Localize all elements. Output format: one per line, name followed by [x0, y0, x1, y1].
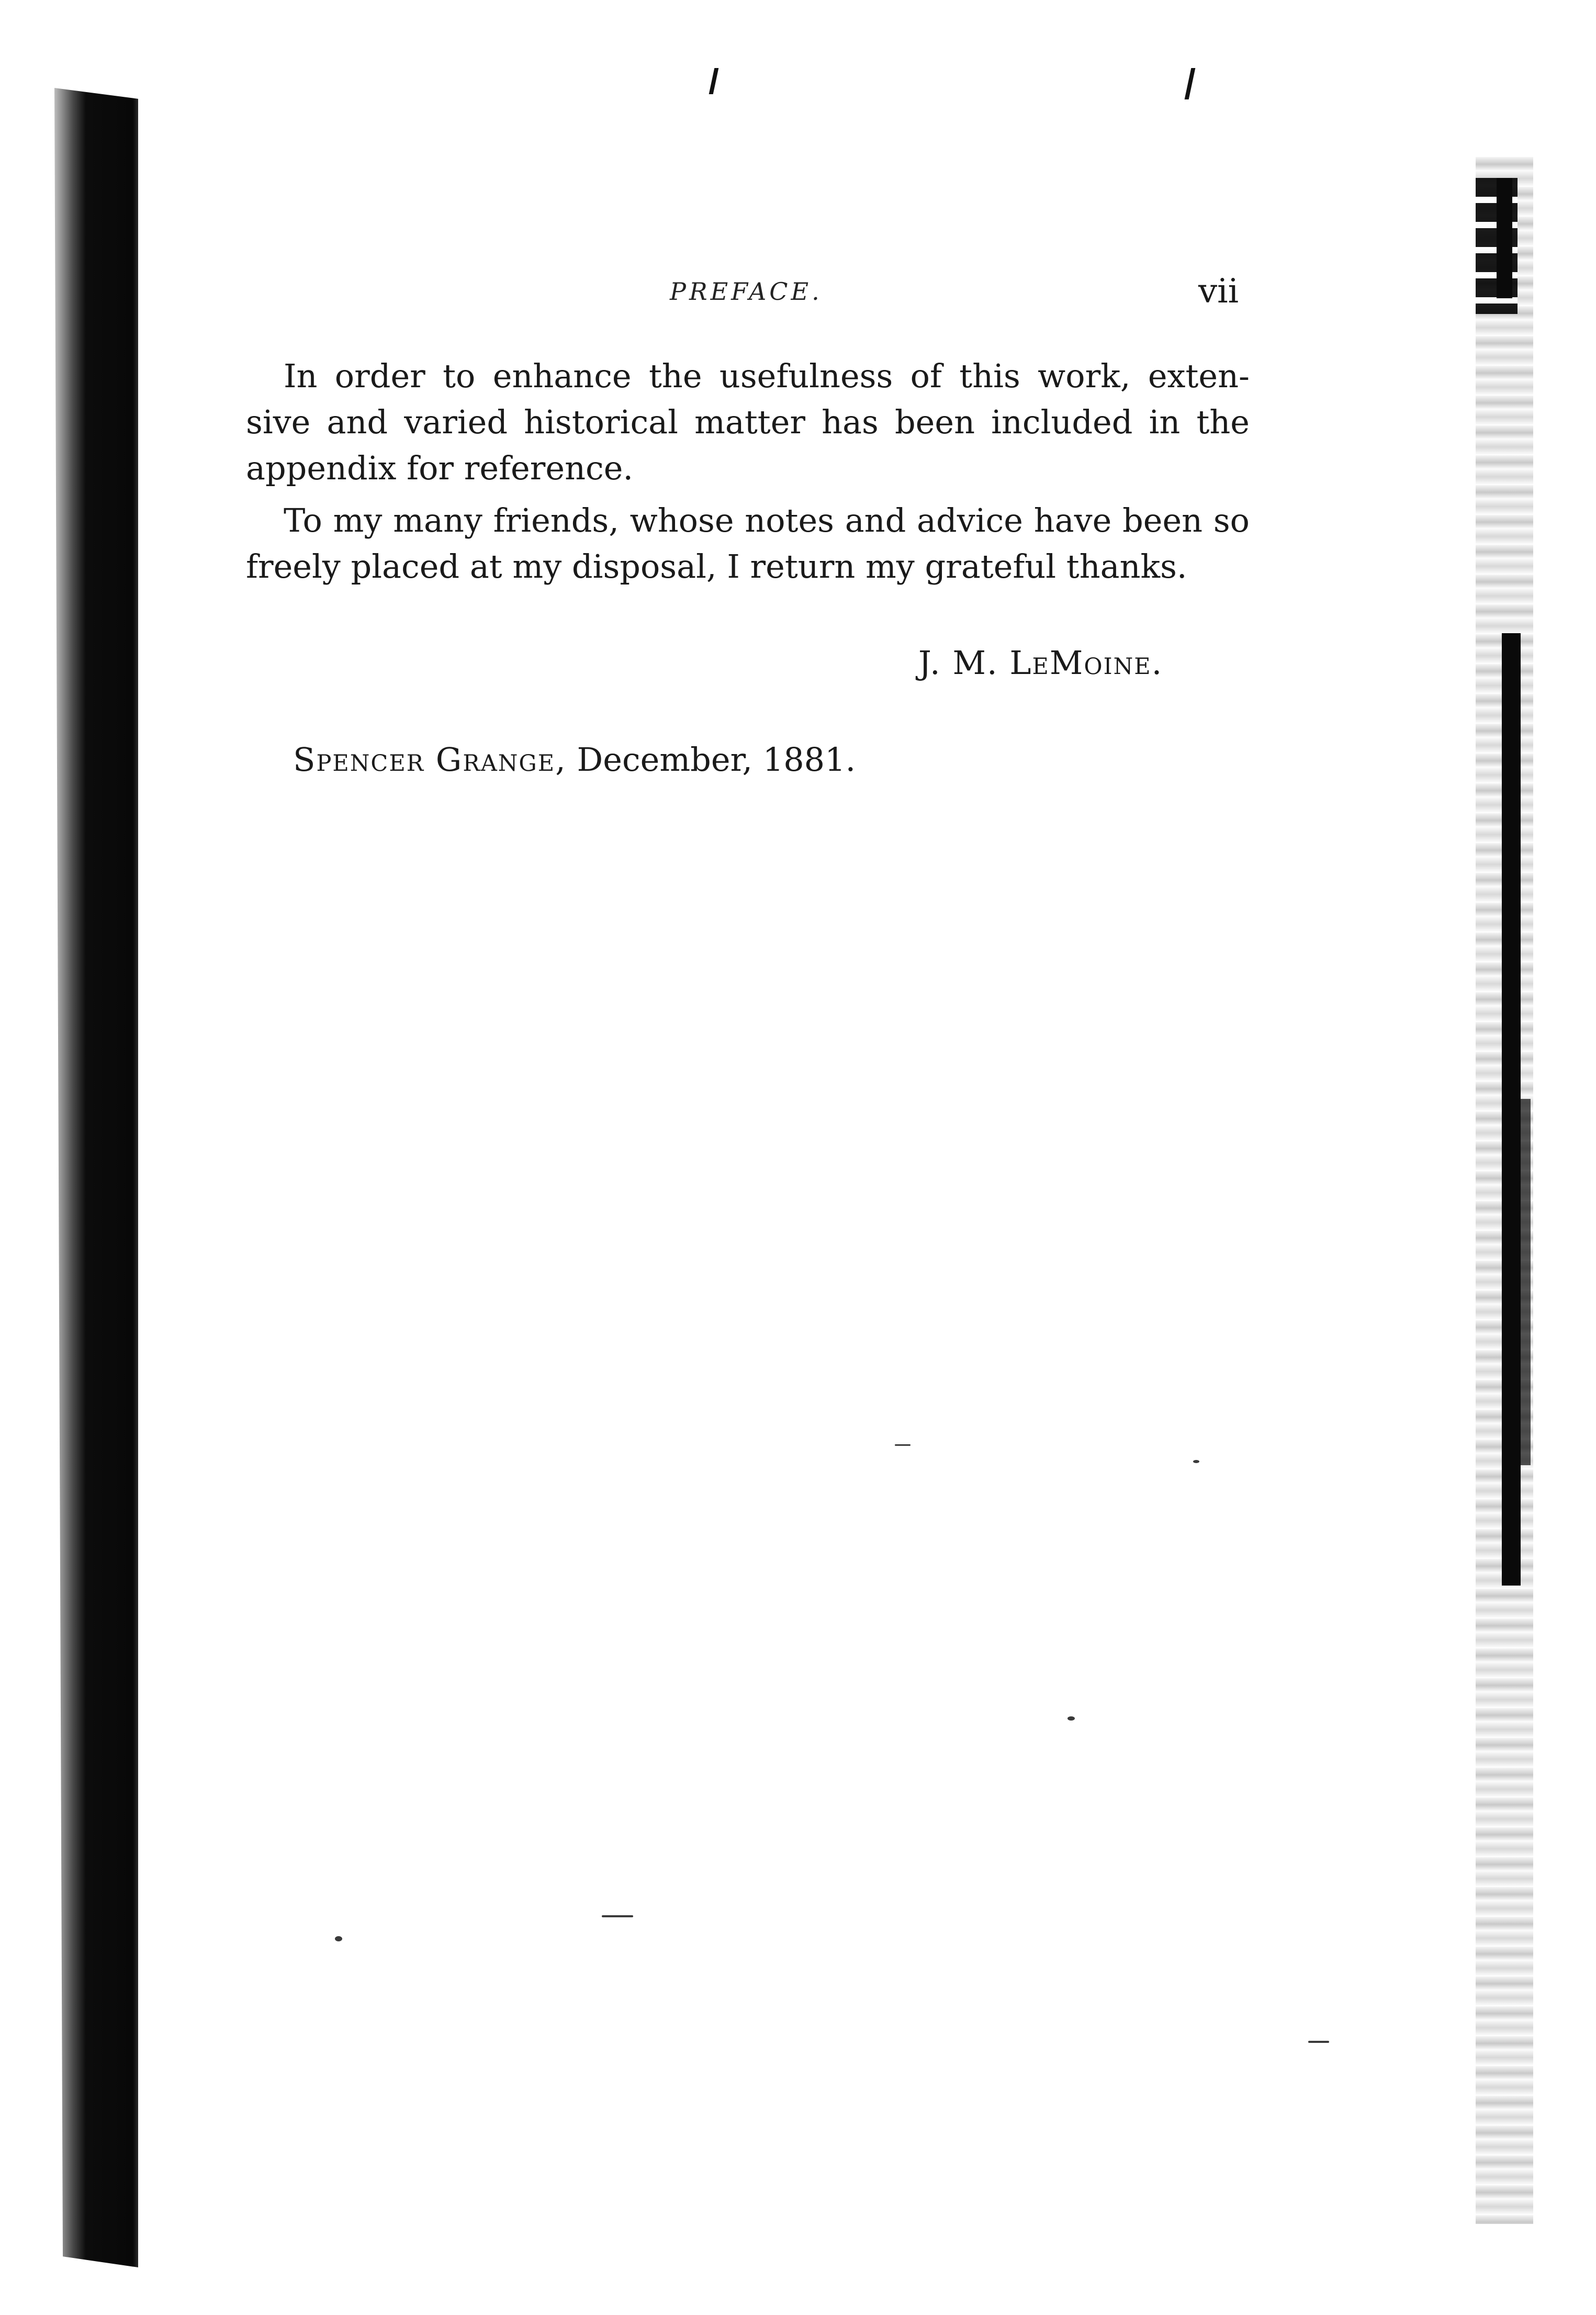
running-head: PREFACE. [670, 277, 823, 306]
page-number: vii [1198, 272, 1239, 311]
ink-speck [1193, 1460, 1199, 1463]
ink-speck [1308, 2041, 1329, 2043]
page-binding-shadow [54, 88, 138, 2267]
page-edge-mark [1507, 1099, 1531, 1465]
dateline [293, 740, 856, 779]
preface-body [246, 353, 1250, 596]
ink-mark [1185, 68, 1196, 99]
paragraph: To my many friends, whose notes and advice have been so freely placed at my disposal, I return my grateful thanks. [246, 501, 1250, 586]
ink-speck [602, 1915, 633, 1917]
page-edge-mark [1497, 178, 1512, 298]
ink-speck [895, 1444, 911, 1446]
ink-speck [335, 1936, 342, 1941]
ink-mark [709, 68, 719, 94]
dateline-date: December, 1881. [577, 740, 856, 779]
paragraph: In order to enhance the usefulness of this work, exten-sive and varied historical matter has been included in the appendix for reference. [246, 357, 1250, 487]
dateline-place: Spencer Grange, [293, 740, 567, 779]
author-signature: J. M. LeMoine. [918, 644, 1163, 682]
ink-speck [1067, 1716, 1075, 1721]
